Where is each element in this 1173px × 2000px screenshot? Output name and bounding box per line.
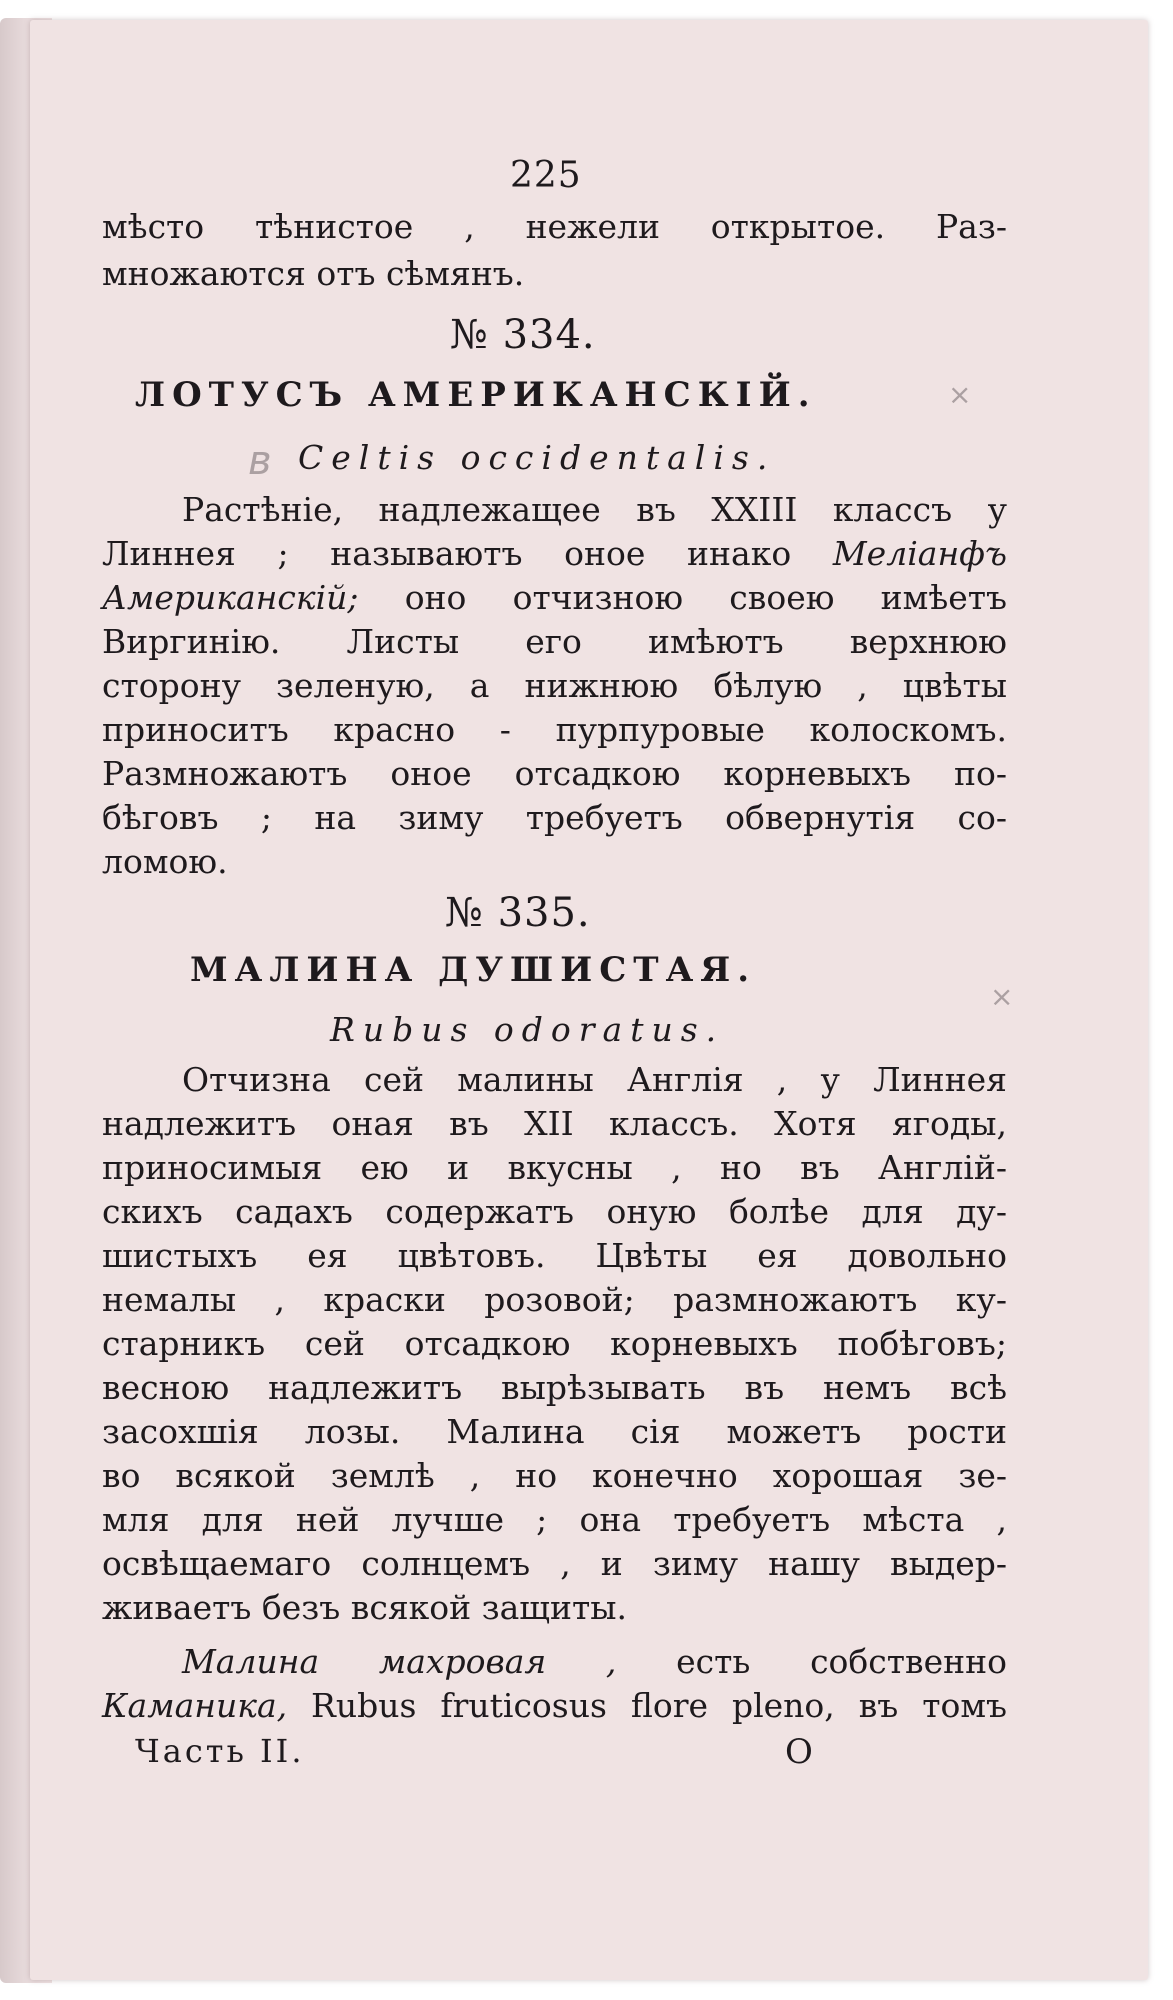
text-line (102, 532, 1007, 576)
entry-number-334: № 334. (450, 312, 596, 358)
text-line (102, 1640, 1007, 1684)
signature-mark: О (785, 1732, 813, 1772)
page-number: 225 (510, 155, 582, 196)
text-line: живаетъ безъ всякой защиты. (102, 1588, 627, 1627)
entry-latin-335: Rubus odoratus. (330, 1010, 725, 1049)
text-line: приносимыя ею и вкусны , но въ Англій- (102, 1148, 1007, 1187)
text-span: есть собственно (676, 1642, 1007, 1681)
italic-term: Меліанфъ (832, 534, 1008, 573)
book-page (30, 20, 1148, 1980)
text-line: Виргинію. Листы его имѣютъ верхнюю (102, 622, 1007, 661)
text-line (102, 1684, 1007, 1728)
signature-part-label: Часть II. (135, 1732, 305, 1770)
text-line: Размножаютъ оное отсадкою корневыхъ по- (102, 754, 1007, 793)
text-line: мѣсто тѣнистое , нежели открытое. Раз- (102, 207, 1007, 246)
text-line: ломою. (102, 842, 228, 881)
text-line: освѣщаемаго солнцемъ , и зиму нашу выдер- (102, 1544, 1007, 1583)
entry-title-335: МАЛИНА ДУШИСТАЯ. (190, 950, 757, 990)
text-line: множаются отъ сѣмянъ. (102, 254, 525, 293)
entry-title-334: ЛОТУСЪ АМЕРИКАНСКІЙ. (135, 375, 817, 415)
text-line: надлежитъ оная въ XII классъ. Хотя ягоды, (102, 1104, 1007, 1143)
italic-term: Малина махровая , (182, 1642, 617, 1681)
text-line: Растѣніе, надлежащее въ XXIII классъ у (182, 490, 1007, 529)
entry-latin-334: Celtis occidentalis. (298, 438, 776, 477)
text-span: Линнея ; называютъ оное инако (102, 534, 792, 573)
text-line: немалы , краски розовой; размножаютъ ку- (102, 1280, 1007, 1319)
pencil-mark: в (248, 438, 272, 484)
pencil-mark: × (948, 378, 972, 411)
text-span: оно отчизною своею имѣетъ (404, 578, 1007, 617)
text-line: весною надлежитъ вырѣзывать въ немъ всѣ (102, 1368, 1007, 1407)
italic-term: Каманика, (102, 1686, 288, 1725)
text-line (102, 576, 1007, 620)
text-line: Отчизна сей малины Англія , у Линнея (182, 1060, 1007, 1099)
italic-term: Американскій; (102, 578, 359, 617)
text-line: во всякой землѣ , но конечно хорошая зе- (102, 1456, 1007, 1495)
entry-number-335: № 335. (445, 890, 591, 936)
text-line: бѣговъ ; на зиму требуетъ обвернутія со- (102, 798, 1007, 837)
text-line: сторону зеленую, а нижнюю бѣлую , цвѣты (102, 666, 1007, 705)
text-line: засохшія лозы. Малина сія можетъ рости (102, 1412, 1007, 1451)
pencil-mark: × (990, 980, 1014, 1013)
text-line: старникъ сей отсадкою корневыхъ побѣговъ; (102, 1324, 1007, 1363)
text-line: скихъ садахъ содержатъ оную болѣе для ду- (102, 1192, 1007, 1231)
text-line: приноситъ красно - пурпуровые колоскомъ. (102, 710, 1007, 749)
text-line: мля для ней лучше ; она требуетъ мѣста , (102, 1500, 1007, 1539)
text-span: Rubus fruticosus flore pleno, въ томъ (311, 1686, 1007, 1725)
text-line: шистыхъ ея цвѣтовъ. Цвѣты ея довольно (102, 1236, 1007, 1275)
